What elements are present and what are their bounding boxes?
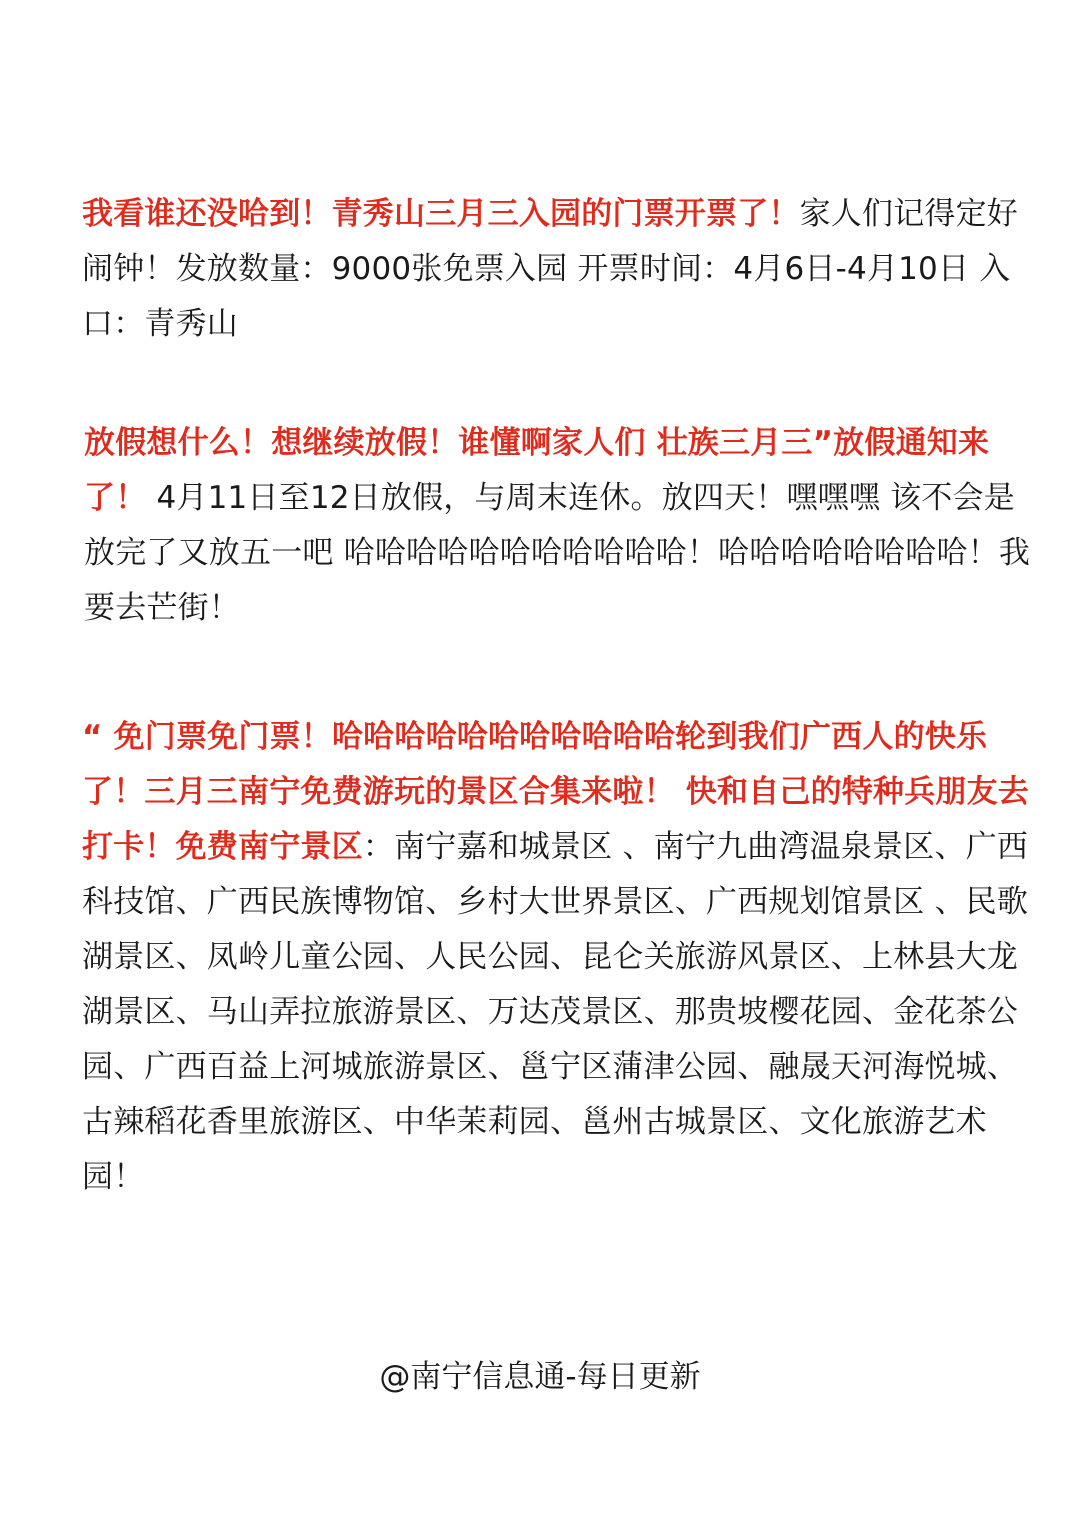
paragraph-body: ：南宁嘉和城景区 、南宁九曲湾温泉景区、广西科技馆、广西民族博物馆、乡村大世界景区、广西规划馆景区 、民歌湖景区、凤岭儿童公园、人民公园、昆仑关旅游风景区、上林县大龙湖景区、马山弄拉旅游景区、万达茂景区、那贵坡樱花园、金花茶公园、广西百益上河城旅游景区、邕宁区蒲津公园、融晟天河海悦城、古辣稻花香里旅游区、中华茉莉园、邕州古城景区、文化旅游艺术园！ [82,829,1029,1195]
paragraph-highlight: “ 免门票免门票！哈哈哈哈哈哈哈哈哈哈哈轮到我们广西人的快乐了！三月三南宁免费游玩的景区合集来啦！ 快和自己的特种兵朋友去打卡！免费南宁景区 [82,719,1029,865]
paragraph-ticket-release [82,187,1042,352]
footer-signature: @南宁信息通-每日更新 [379,1359,701,1395]
paragraph-body: 4月11日至12日放假，与周末连休。放四天！嘿嘿嘿 该不会是放完了又放五一吧 哈哈哈哈哈哈哈哈哈哈哈！哈哈哈哈哈哈哈哈！我要去芒街！ [84,480,1031,626]
paragraph-free-attractions [82,710,1042,1205]
paragraph-highlight: 放假想什么！想继续放假！谁懂啊家人们 壮族三月三”放假通知来了！ [84,425,990,516]
paragraph-body: 家人们记得定好闹钟！发放数量：9000张免票入园 开票时间：4月6日-4月10日 入口：青秀山 [82,196,1019,342]
paragraph-holiday-notice [84,416,1044,636]
paragraph-highlight: 我看谁还没哈到！青秀山三月三入园的门票开票了！ [82,196,800,232]
